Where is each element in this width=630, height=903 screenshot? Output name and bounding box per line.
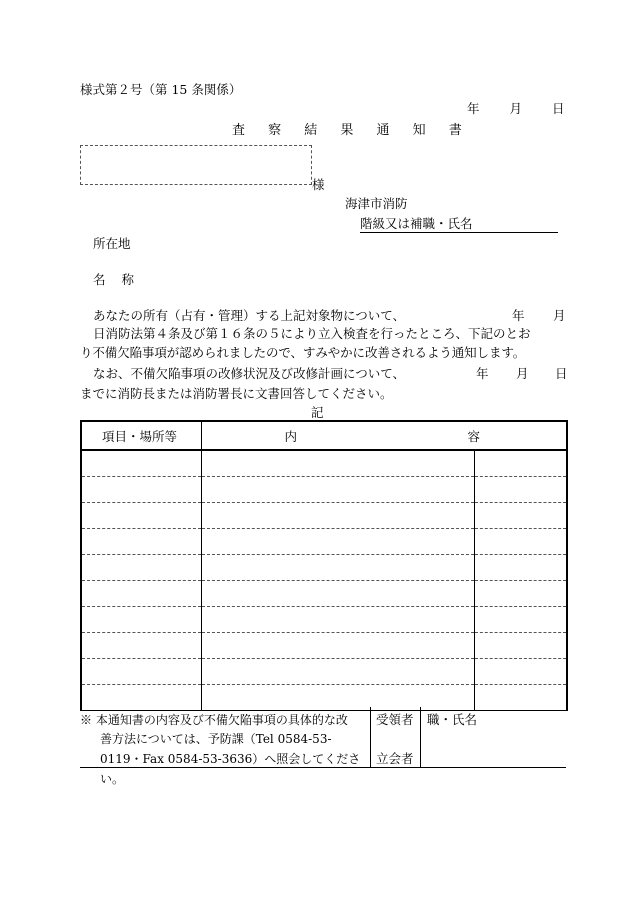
- row-extra-cell[interactable]: [474, 450, 567, 477]
- body-paragraph-4: なお、不備欠陥事項の改修状況及び改修計画について、: [93, 366, 406, 381]
- inspection-year-label: 年: [512, 308, 525, 323]
- ki-heading: 記: [311, 405, 324, 420]
- body-paragraph-3: り不備欠陥事項が認められましたので、すみやかに改善されるよう通知します。: [80, 345, 526, 360]
- inquiry-note: [80, 707, 371, 786]
- row-item-cell[interactable]: [81, 477, 201, 503]
- row-extra-cell[interactable]: [474, 503, 567, 529]
- position-name-field[interactable]: 職・氏名: [427, 712, 478, 727]
- table-row: [81, 477, 567, 503]
- date-year-label: 年: [467, 101, 480, 116]
- row-content-cell[interactable]: [201, 477, 474, 503]
- row-item-cell[interactable]: [81, 529, 201, 555]
- row-extra-cell[interactable]: [474, 477, 567, 503]
- reply-day-label: 日: [555, 366, 568, 381]
- reply-month-label: 月: [516, 366, 529, 381]
- row-item-cell[interactable]: [81, 659, 201, 685]
- row-extra-cell[interactable]: [474, 555, 567, 581]
- issue-date: [467, 99, 565, 117]
- row-content-cell[interactable]: [201, 555, 474, 581]
- row-content-cell[interactable]: [201, 450, 474, 477]
- receiver-label: 受領者: [376, 712, 414, 727]
- row-extra-cell[interactable]: [474, 633, 567, 659]
- note-line-2: 善方法については、予防課（Tel 0584-53-: [100, 732, 332, 746]
- note-bottom-border: [80, 767, 370, 768]
- body-paragraph-2: 日消防法第４条及び第１６条の５により立入検査を行ったところ、下記のとお: [93, 326, 531, 341]
- witness-label: 立会者: [376, 751, 414, 766]
- table-row: [81, 659, 567, 685]
- table-row: [81, 503, 567, 529]
- col-content-header: [201, 421, 567, 450]
- footer-section: [80, 707, 566, 786]
- issuer-rank-name[interactable]: [360, 214, 558, 233]
- row-item-cell[interactable]: [81, 607, 201, 633]
- row-item-cell[interactable]: [81, 555, 201, 581]
- row-content-cell[interactable]: [201, 529, 474, 555]
- row-content-cell[interactable]: [201, 659, 474, 685]
- col-item-location-header: 項目・場所等: [81, 421, 201, 450]
- table-row: [81, 450, 567, 477]
- issuer-org: 海津市消防: [345, 196, 408, 211]
- row-content-cell[interactable]: [201, 607, 474, 633]
- note-line-1: ※ 本通知書の内容及び不備欠陥事項の具体的な改: [80, 713, 348, 727]
- receiver-column: [370, 707, 421, 767]
- date-month-label: 月: [509, 101, 523, 116]
- row-item-cell[interactable]: [81, 633, 201, 659]
- inspection-month-label: 月: [553, 308, 566, 323]
- form-number: 様式第２号（第 15 条関係）: [80, 82, 242, 97]
- reply-year-label: 年: [476, 366, 489, 381]
- row-extra-cell[interactable]: [474, 607, 567, 633]
- row-content-cell[interactable]: [201, 503, 474, 529]
- table-row: [81, 607, 567, 633]
- row-content-cell[interactable]: [201, 633, 474, 659]
- col-content-header-b: 容: [467, 429, 481, 444]
- table-row: [81, 555, 567, 581]
- row-item-cell[interactable]: [81, 450, 201, 477]
- body-paragraph-1: あなたの所有（占有・管理）する上記対象物について、: [93, 308, 406, 323]
- document-title: 査 察 結 果 通 知 書: [232, 123, 472, 138]
- table-row: [81, 581, 567, 607]
- row-extra-cell[interactable]: [474, 529, 567, 555]
- location-label: 所在地: [93, 236, 131, 251]
- issuer-rank-name-label: 階級又は補職・氏名: [360, 216, 473, 231]
- note-line-3: 0119・Fax 0584-53-3636）へ照会してください。: [100, 752, 361, 786]
- row-extra-cell[interactable]: [474, 581, 567, 607]
- body-paragraph-5: までに消防長または消防署長に文書回答してください。: [80, 386, 393, 401]
- table-header: [81, 421, 567, 450]
- addressee-box[interactable]: [80, 145, 312, 185]
- col-content-header-a: 内: [284, 429, 298, 444]
- addressee-suffix: 様: [312, 177, 325, 192]
- row-item-cell[interactable]: [81, 581, 201, 607]
- name-label: 名 称: [93, 272, 134, 287]
- table-row: [81, 529, 567, 555]
- deficiency-table: [80, 420, 568, 711]
- table-row: [81, 633, 567, 659]
- row-extra-cell[interactable]: [474, 659, 567, 685]
- sign-bottom-border: [370, 767, 566, 768]
- row-content-cell[interactable]: [201, 581, 474, 607]
- date-day-label: 日: [552, 101, 565, 116]
- row-item-cell[interactable]: [81, 503, 201, 529]
